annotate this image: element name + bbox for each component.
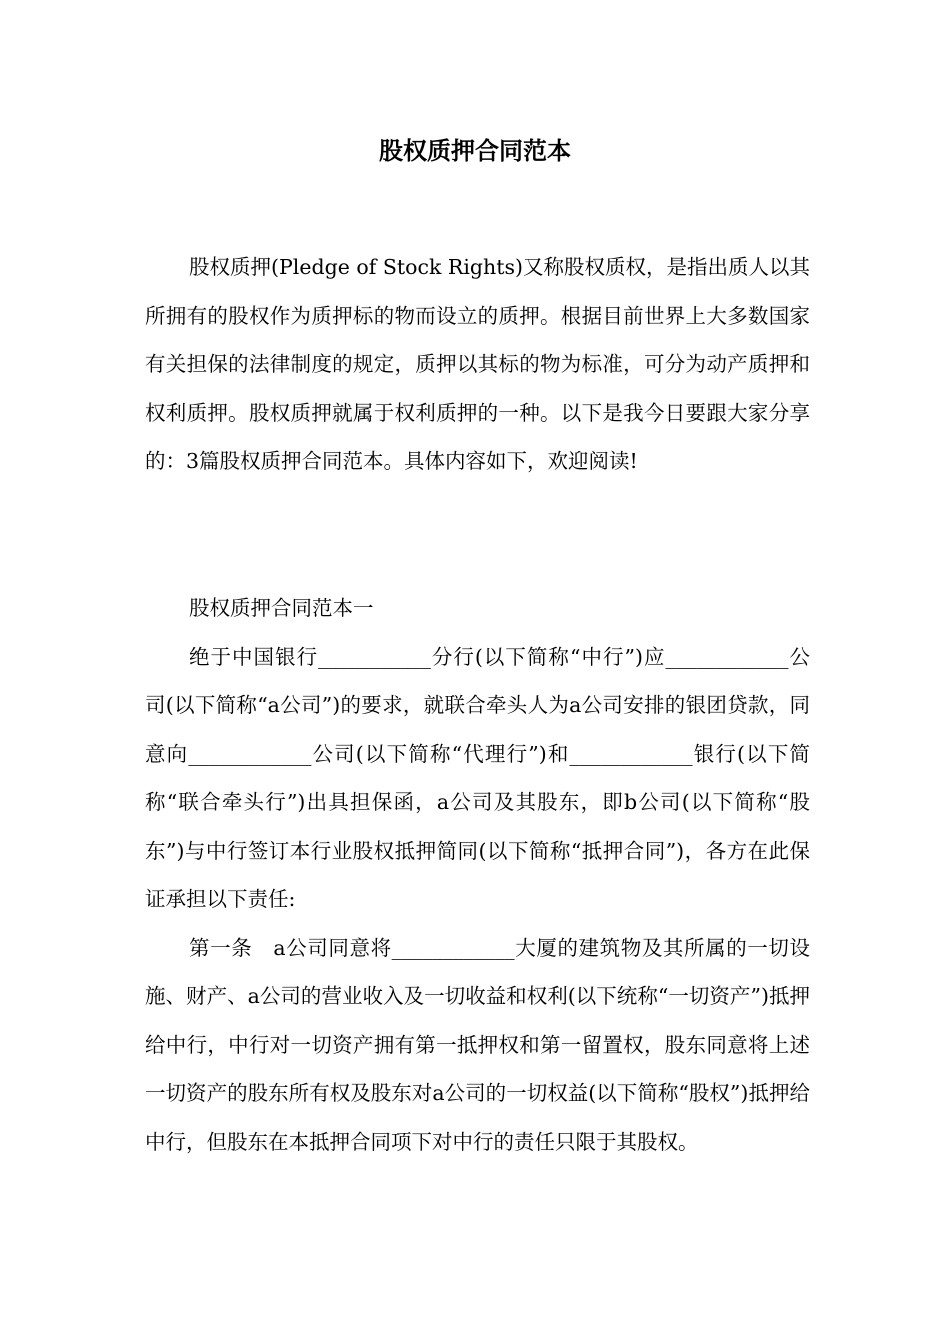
contract-section [145,584,810,1166]
section-heading: 股权质押合同范本一 [189,596,374,620]
contract-paragraph-1: 绝于中国银行___________分行(以下简称“中行”)应____________公司(以下简称“a公司”)的要求，就联合牵头人为a公司安排的银团贷款，同意向____________公司(以下简称“代理行”)和____________银行(以下简称“联合牵头行”)出具担保函，a公司及其股东，即b公司(以下简称“股东”)与中行签订本行业股权抵押简同(以下简称“抵押合同”)，各方在此保证承担以下责任: [145,644,810,911]
contract-paragraph-2: 第一条 a公司同意将____________大厦的建筑物及其所属的一切设施、财产、a公司的营业收入及一切收益和权利(以下统称“一切资产”)抵押给中行，中行对一切资产拥有第一抵押权和第一留置权，股东同意将上述一切资产的股东所有权及股东对a公司的一切权益(以下简称“股权”)抵押给中行，但股东在本抵押合同项下对中行的责任只限于其股权。 [145,935,810,1154]
intro-paragraph: 股权质押(Pledge of Stock Rights)又称股权质权，是指出质人以其所拥有的股权作为质押标的物而设立的质押。根据目前世界上大多数国家有关担保的法律制度的规定，质押以其标的物为标准，可分为动产质押和权利质押。股权质押就属于权利质押的一种。以下是我今日要跟大家分享的：3篇股权质押合同范本。具体内容如下，欢迎阅读! [145,255,810,473]
intro-block [145,243,810,486]
document-title: 股权质押合同范本 [379,137,571,165]
